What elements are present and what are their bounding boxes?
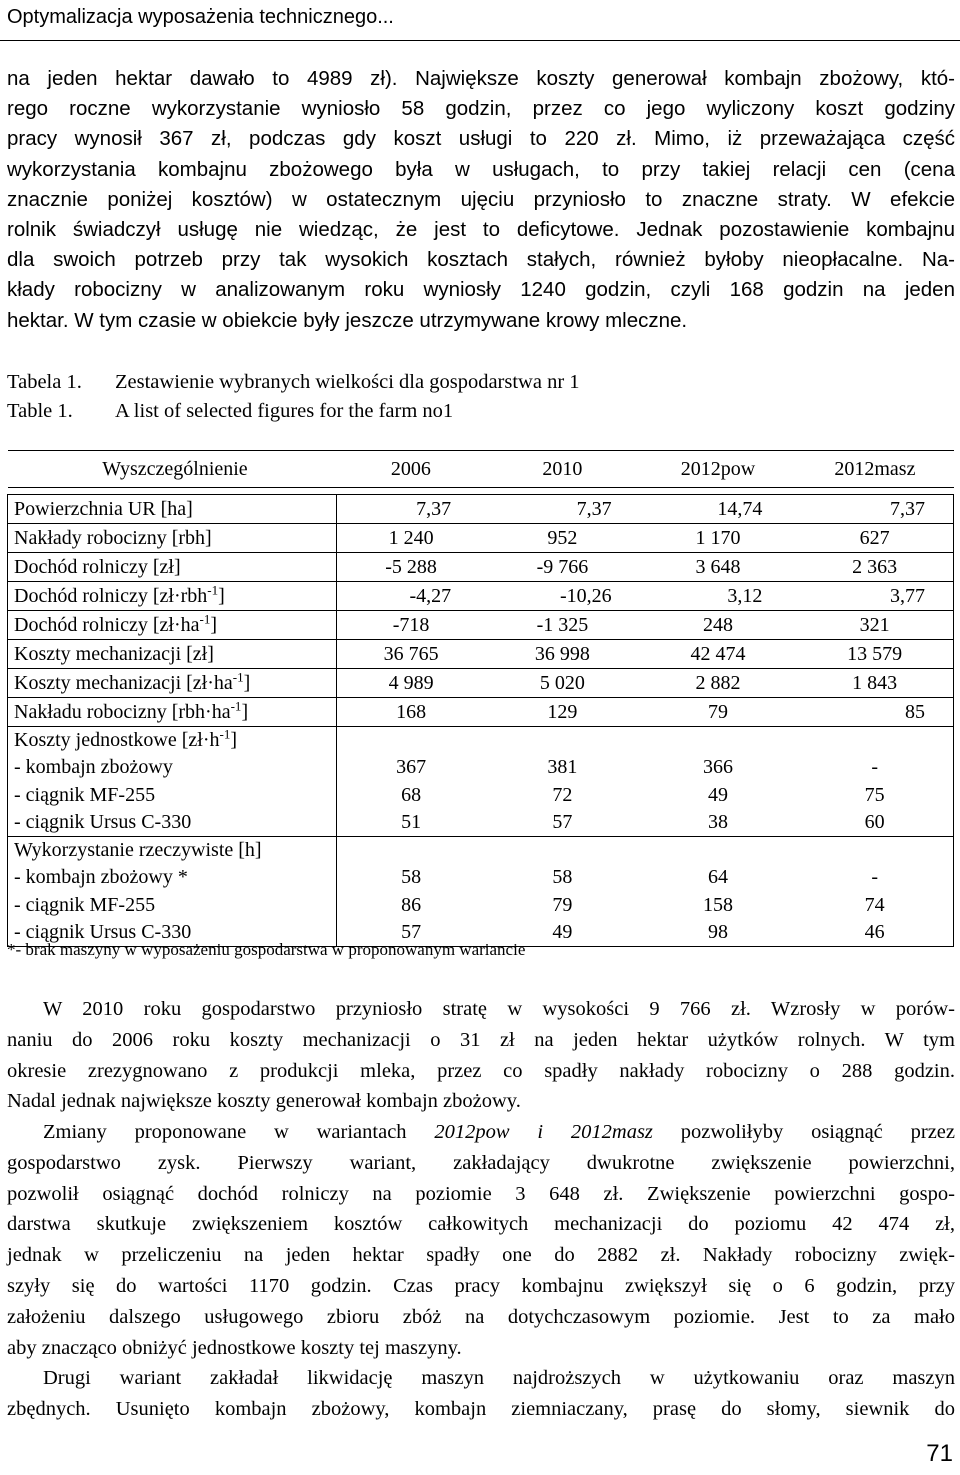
table-cell: 75 [864,783,885,806]
table-caption-en [7,400,453,423]
table-cell: 2 363 [790,553,953,582]
column-header: 2006 [337,451,480,488]
table-cell: 42 474 [640,640,791,669]
table-cell: 79 [552,893,573,916]
paragraph-3 [7,1117,955,1363]
row-label [8,611,337,640]
table-caption-pl [7,371,580,394]
table-cell [640,837,791,947]
table-cell: 129 [479,698,639,727]
table-cell [640,727,791,837]
row-label: Powierzchnia UR [ha] [8,495,337,524]
table-cell: 367 [396,756,427,779]
group-item-label: - ciągnik Ursus C-330 [14,810,192,833]
table-cell: 64 [707,866,728,889]
table-cell [337,837,480,947]
text-line [7,1117,955,1148]
row-label: Koszty mechanizacji [zł] [8,640,337,669]
caption-text: A list of selected figures for the farm no1 [115,400,454,422]
table-row [8,640,954,669]
table-cell: 3,12 [640,582,791,611]
label-text: ] [241,701,249,723]
label-text: Koszty mechanizacji [zł·ha [14,672,233,694]
table-cell [790,727,953,837]
table-cell: 3 648 [640,553,791,582]
table-cell: 36 998 [479,640,639,669]
row-label [8,698,337,727]
group-title [14,727,336,754]
text-line: zbędnych. Usunięto kombajn zbożowy, kombajn ziemniaczany, prasę do słomy, siewnik do [7,1397,955,1420]
text-line: gospodarstwo zysk. Pierwszy wariant, zakładający dwukrotne zwiększenie powierzchni, [7,1151,955,1174]
table-cell: 36 765 [337,640,480,669]
running-title: Optymalizacja wyposażenia technicznego... [7,6,394,28]
table-cell: 1 170 [640,524,791,553]
table-cell: 49 [552,921,573,944]
data-table [7,450,954,947]
group-item-label: - kombajn zbożowy * [14,866,188,889]
paragraph-1 [7,64,955,336]
caption-text: Zestawienie wybranych wielkości dla gospodarstwa nr 1 [115,371,580,393]
table-cell: 13 579 [790,640,953,669]
table-cell: 14,74 [640,495,791,524]
running-header [7,2,957,32]
table-cell: 381 [547,756,578,779]
text-line: Drugi wariant zakładał likwidację maszyn najdroższych w użytkowaniu oraz maszyn [43,1367,955,1389]
column-header: 2010 [479,451,639,488]
text-line: naniu do 2006 roku koszty mechanizacji o 31 zł na jeden hektar użytków rolnych. W tym [7,1028,955,1051]
table-cell: 248 [640,611,791,640]
table-cell: 2 882 [640,669,791,698]
header-rule [0,40,960,41]
label-text: ] [210,614,217,636]
table-row-group [8,727,954,837]
label-sup: -1 [219,726,231,742]
row-label [8,727,337,837]
table-cell: -9 766 [479,553,639,582]
table-cell: 57 [401,921,422,944]
text-line: okresie zrezygnowano z produkcji mleka, przez co spadły nakłady robocizny o 288 godzin. [7,1059,955,1082]
table-cell: 85 [790,698,953,727]
label-text: ] [230,729,238,751]
table-cell: -4,27 [337,582,480,611]
table-cell: - [871,866,878,889]
table-cell: 38 [707,810,728,833]
table-cell: 952 [479,524,639,553]
group-item-label: - ciągnik MF-255 [14,783,156,806]
text-line: rego roczne wykorzystanie wyniosło 58 godzin, przez co jego wyliczony koszt godziny [7,97,955,121]
table-cell: 168 [337,698,480,727]
text-line: kłady robocizny w analizowanym roku wyniosły 1240 godzin, czyli 168 godzin na jeden [7,278,955,302]
label-sup: -1 [207,582,219,598]
table-cell: 68 [401,783,422,806]
table-cell: 60 [864,810,885,833]
table-cell: - [871,756,878,779]
column-header: 2012pow [640,451,791,488]
table-cell [479,837,639,947]
text-span: Zmiany proponowane w wariantach [43,1121,435,1143]
table-row-group [8,837,954,947]
text-span: pozwoliłyby osiągnąć przez [652,1121,955,1143]
text-line: szyły się do wartości 1170 godzin. Czas pracy kombajnu zwiększył się o 6 godzin, przy [7,1274,955,1297]
label-text: Nakładu robocizny [rbh·ha [14,701,231,723]
table-header-row [8,451,954,488]
table-cell: 5 020 [479,669,639,698]
caption-label: Tabela 1. [7,371,82,393]
text-line: hektar. W tym czasie w obiekcie były jeszcze utrzymywane krowy mleczne. [7,308,688,332]
row-label [8,582,337,611]
table-row [8,582,954,611]
group-item-label: - ciągnik Ursus C-330 [14,921,192,944]
table-cell: 7,37 [337,495,480,524]
caption-label: Table 1. [7,400,73,422]
table-cell: 57 [552,810,573,833]
row-label [8,837,337,947]
label-text: Koszty jednostkowe [zł·h [14,729,220,751]
table-cell: 72 [552,783,573,806]
label-text: Dochód rolniczy [zł·ha [14,614,200,636]
label-text: ] [243,672,251,694]
paragraph-4 [7,1363,955,1425]
table-row [8,524,954,553]
column-header: Wyszczególnienie [8,451,337,488]
table-cell: 627 [790,524,953,553]
table-footnote: *- brak maszyny w wyposażeniu gospodarstwa w proponowanym wariancie [7,940,526,959]
text-line: jednak w przeliczeniu na jeden hektar spadły one do 2882 zł. Nakłady robocizny zwięk- [7,1244,955,1267]
table-cell: 46 [864,921,885,944]
label-sup: -1 [199,611,211,627]
row-label: Dochód rolniczy [zł] [8,553,337,582]
text-line: darstwa skutkuje zwiększeniem kosztów całkowitych mechanizacji do poziomu 42 474 zł, [7,1213,955,1236]
table-cell: 3,77 [790,582,953,611]
text-line: znacznie poniżej kosztów) w ostatecznym ujęciu przyniosło to znaczne straty. W efekcie [7,187,955,211]
table-cell [790,837,953,947]
table-cell: 79 [640,698,791,727]
table-row [8,698,954,727]
label-text: ] [218,585,225,607]
table-row [8,495,954,524]
group-item-label: - ciągnik MF-255 [14,893,156,916]
table-cell: 7,37 [790,495,953,524]
table-cell: 7,37 [479,495,639,524]
group-item-label: - kombajn zbożowy [14,756,173,779]
table-cell: 49 [707,783,728,806]
table-cell: -5 288 [337,553,480,582]
table-cell: -718 [337,611,480,640]
table-cell: 86 [401,893,422,916]
text-line: pracy wynosił 367 zł, podczas gdy koszt usługi to 220 zł. Mimo, iż przeważająca część [7,127,955,151]
table-cell: 321 [790,611,953,640]
text-line: Nadal jednak największe koszty generował kombajn zbożowy. [7,1090,521,1113]
text-line: wykorzystania kombajnu zbożowego była w usługach, to przy takiej relacji cen (cena [7,157,955,181]
table-cell: 366 [702,756,733,779]
table-cell: 1 240 [337,524,480,553]
column-header: 2012masz [790,451,953,488]
text-line: pozwolił osiągnąć dochód rolniczy na poziomie 3 648 zł. Zwiększenie powierzchni gospo- [7,1182,955,1205]
table-cell: 158 [702,893,733,916]
italic-variants: 2012pow i 2012masz [434,1121,653,1143]
table-cell: 58 [401,866,422,889]
table-row [8,669,954,698]
table-cell: 1 843 [790,669,953,698]
label-text: Dochód rolniczy [zł·rbh [14,585,208,607]
table-cell [479,727,639,837]
table-row [8,611,954,640]
table-row [8,553,954,582]
table-cell: 58 [552,866,573,889]
text-line: dla swoich potrzeb przy tak wysokich kosztach stałych, również byłoby nieopłacalne. Na- [7,248,955,272]
table-cell: -10,26 [479,582,639,611]
row-label [8,669,337,698]
table-cell: -1 325 [479,611,639,640]
table-cell: 98 [707,921,728,944]
label-sup: -1 [230,698,242,714]
text-line: aby znacząco obniżyć jednostkowe koszty tej maszyny. [7,1336,462,1359]
table-cell: 74 [864,893,885,916]
table-cell [337,727,480,837]
text-line: rolnik świadczył usługę nie wiedząc, że jest to deficytowe. Jednak pozostawienie kombajnu [7,218,955,242]
group-title: Wykorzystanie rzeczywiste [h] [14,839,262,862]
text-line: W 2010 roku gospodarstwo przyniosło stratę w wysokości 9 766 zł. Wzrosły w porów- [43,998,955,1020]
table-cell: 51 [401,810,422,833]
label-sup: -1 [232,669,244,685]
text-line: na jeden hektar dawało to 4989 zł). Największe koszty generował kombajn zbożowy, któ- [7,67,955,90]
table-cell: 4 989 [337,669,480,698]
page-number: 71 [926,1440,953,1467]
row-label: Nakłady robocizny [rbh] [8,524,337,553]
paragraph-2 [7,994,955,1117]
text-line: założeniu dalszego usługowego zbioru zbóż na dotychczasowym poziomie. Jest to za mało [7,1305,955,1328]
